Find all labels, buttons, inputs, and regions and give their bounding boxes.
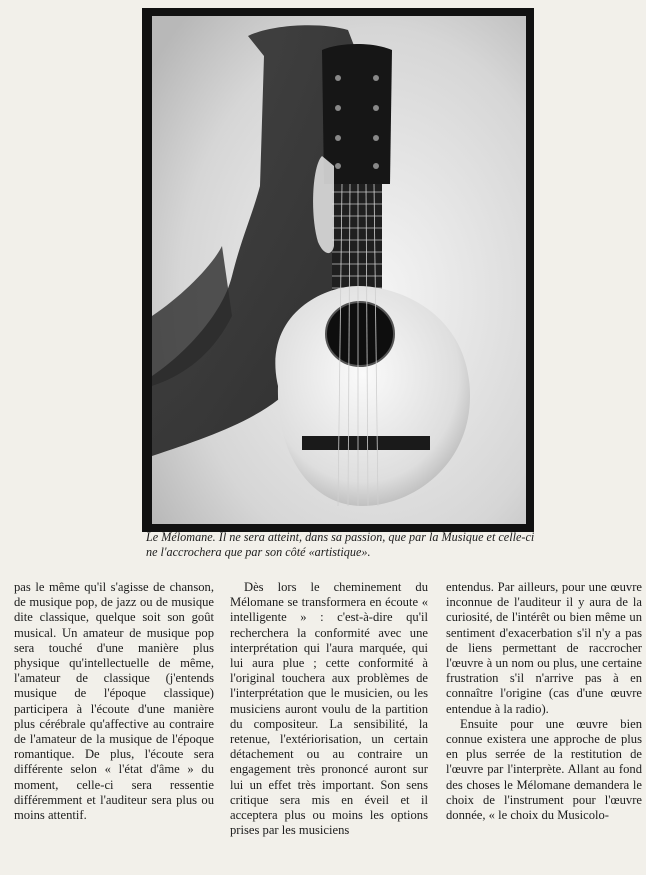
photo-caption: Le Mélomane. Il ne sera atteint, dans sa passion, que par la Musique et celle-ci ne l'accrochera que par son côté «artistique». xyxy=(146,530,535,560)
mandolin-photo xyxy=(152,16,526,524)
paragraph: Ensuite pour une œuvre bien connue existera une approche de plus en plus serrée de la restitution de l'œuvre par l'interprète. Allant au fond des choses le Mélomane demandera le choix de l'instrument pour l'œuvre donnée, « le choix du Musicolo- xyxy=(446,716,642,823)
paragraph: entendus. Par ailleurs, pour une œuvre inconnue de l'auditeur il y aura de la curiosité, de l'intérêt ou bien même un sentiment d'exacerbation s'il n'y a pas de liens permettant de raccrocher l'œuvre à un nom ou plus, une certaine frustration s'il n'arrive pas à en connaître l'origine (cas d'une œuvre entendue à la radio). xyxy=(446,580,642,716)
text-column-1 xyxy=(14,580,214,823)
paragraph: pas le même qu'il s'agisse de chanson, de musique pop, de jazz ou de musique dite classique, quelque soit son goût musical. Un amateur de musique pop sera touché d'une manière plus physique qu'intellectuelle de même, l'amateur de classique (j'entends musique de l'époque classique) participera à l'écoute d'une manière plus cérébrale qu'affective au contraire de l'amateur de la musique de l'époque romantique. De plus, l'écoute sera différente selon « l'état d'âme » du moment, celle-ci sera ressentie différemment et l'auditeur sera plus ou moins attentif. xyxy=(14,580,214,823)
photo-frame xyxy=(142,8,534,532)
headstock xyxy=(322,44,392,184)
paragraph: Dès lors le cheminement du Mélomane se transformera en écoute « intelligente » : c'est-à-dire qu'il recherchera la conformité avec une interprétation qui l'aura marquée, qui lui aura plue ; cette conformité à l'original touchera aux problèmes de l'interprétation que le musicien, ou les musiciens auront voulu de la partition du compositeur. La sensibilité, la retenue, l'extériorisation, un certain détachement ou au contraire un engagement très prononcé auront sur lui un effet très important. Son sens critique sera mis en éveil et il acceptera plus ou moins les options prises par les musiciens xyxy=(230,580,428,838)
text-column-3 xyxy=(446,580,642,823)
sound-hole xyxy=(326,302,394,366)
mandolin-illustration xyxy=(152,16,526,524)
text-column-2 xyxy=(230,580,428,838)
bridge xyxy=(302,436,430,450)
